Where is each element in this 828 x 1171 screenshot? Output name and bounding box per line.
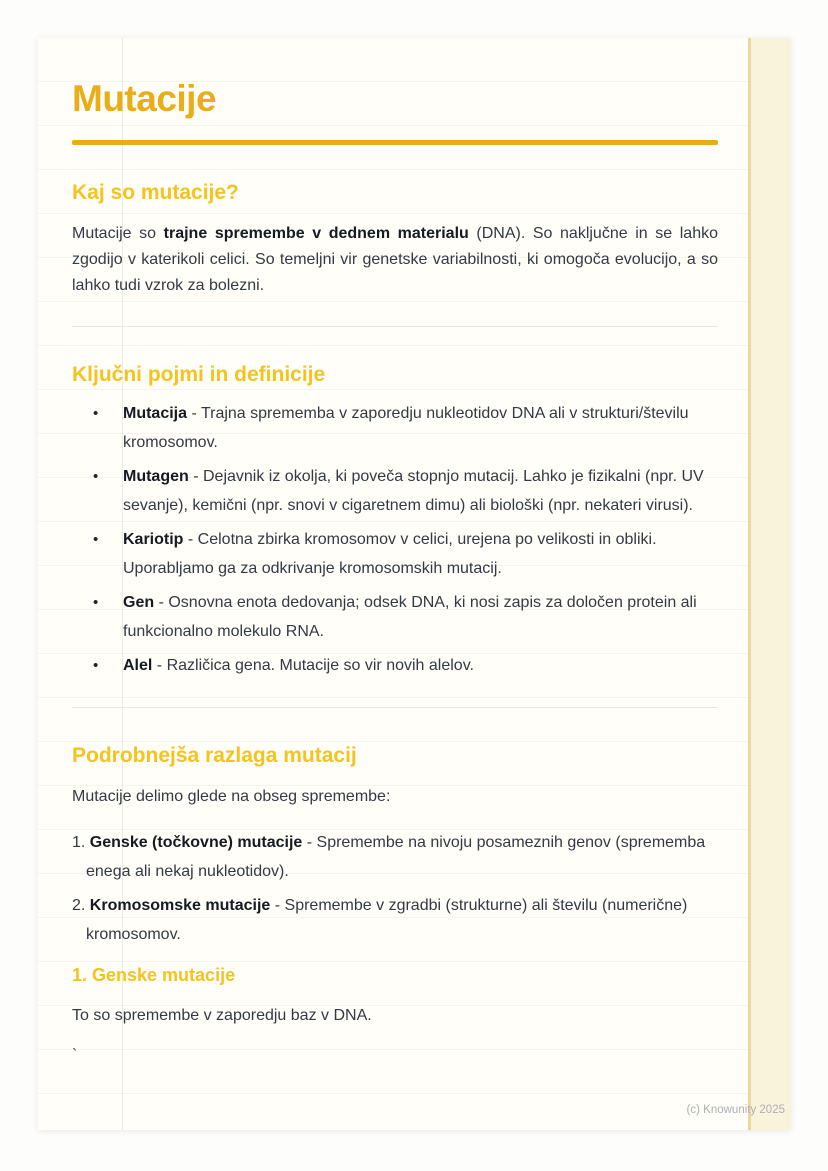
section-heading-detail: Podrobnejša razlaga mutacij <box>72 743 357 767</box>
intro-paragraph <box>72 221 718 299</box>
section-divider <box>72 707 718 708</box>
key-terms-list <box>72 399 718 680</box>
section-heading-key-terms: Ključni pojmi in definicije <box>72 362 326 386</box>
term-name: Kariotip <box>123 530 184 548</box>
term-item-kariotip <box>72 525 718 583</box>
section-divider <box>72 326 718 327</box>
item-term: Kromosomske mutacije <box>89 897 271 915</box>
bullet-icon: • <box>93 530 99 548</box>
intro-text-bold: trajne spremembe v dednem materialu <box>163 224 469 242</box>
term-name: Alel <box>123 656 153 674</box>
intro-text-start: Mutacije so <box>72 224 164 242</box>
stray-backtick: ` <box>72 1046 78 1064</box>
term-name: Gen <box>123 593 155 611</box>
term-description: - Različica gena. Mutacije so vir novih alelov. <box>152 656 474 674</box>
term-item-mutagen <box>72 462 718 520</box>
term-item-alel <box>72 651 718 680</box>
section-heading-intro: Kaj so mutacije? <box>72 180 239 204</box>
term-description: - Osnovna enota dedovanja; odsek DNA, ki nosi zapis za določen protein ali funkcionalno molekulo RNA. <box>123 593 697 640</box>
term-item-gen <box>72 588 718 646</box>
intro-text-rest: (DNA). So naključne in se lahko zgodijo v katerikoli celici. So temeljni vir genetske variabilnosti, ki omogoča evolucijo, a so lahko tudi vzrok za bolezni. <box>72 224 718 294</box>
numbered-item-genske <box>72 828 718 886</box>
term-description: - Dejavnik iz okolja, ki poveča stopnjo mutacij. Lahko je fizikalni (npr. UV sevanje), kemični (npr. snovi v cigaretnem dimu) ali biološki (npr. nekateri virusi). <box>123 467 704 514</box>
item-term: Genske (točkovne) mutacije <box>89 834 303 852</box>
page-title: Mutacije <box>72 78 217 119</box>
bullet-icon: • <box>93 467 99 485</box>
bullet-icon: • <box>93 656 99 674</box>
numbered-item-kromosomske <box>72 891 718 949</box>
term-item-mutacija <box>72 399 718 457</box>
term-name: Mutagen <box>123 467 189 485</box>
subsection-heading-genske: 1. Genske mutacije <box>72 965 236 986</box>
bullet-icon: • <box>93 404 99 422</box>
item-number: 1. <box>72 834 90 852</box>
document-sheet <box>38 38 791 1130</box>
item-number: 2. <box>72 897 90 915</box>
mutation-types-list <box>72 828 718 949</box>
footer-credit: (c) Knowunity 2025 <box>686 1104 785 1116</box>
item-description: - Spremembe na nivoju posameznih genov (sprememba enega ali nekaj nukleotidov). <box>86 834 706 881</box>
title-underline-rule <box>72 140 718 145</box>
term-description: - Trajna sprememba v zaporedju nukleotidov DNA ali v strukturi/številu kromosomov. <box>123 404 689 451</box>
item-description: - Spremembe v zgradbi (strukturne) ali številu (numerične) kromosomov. <box>86 897 688 944</box>
term-name: Mutacija <box>123 404 188 422</box>
document-content <box>38 78 791 1069</box>
term-description: - Celotna zbirka kromosomov v celici, urejena po velikosti in obliki. Uporabljamo ga za odkrivanje kromosomskih mutacij. <box>123 530 657 577</box>
bullet-icon: • <box>93 593 99 611</box>
subsection-paragraph: To so spremembe v zaporedju baz v DNA. <box>72 1006 372 1024</box>
detail-lead-paragraph: Mutacije delimo glede na obseg spremembe: <box>72 788 391 806</box>
